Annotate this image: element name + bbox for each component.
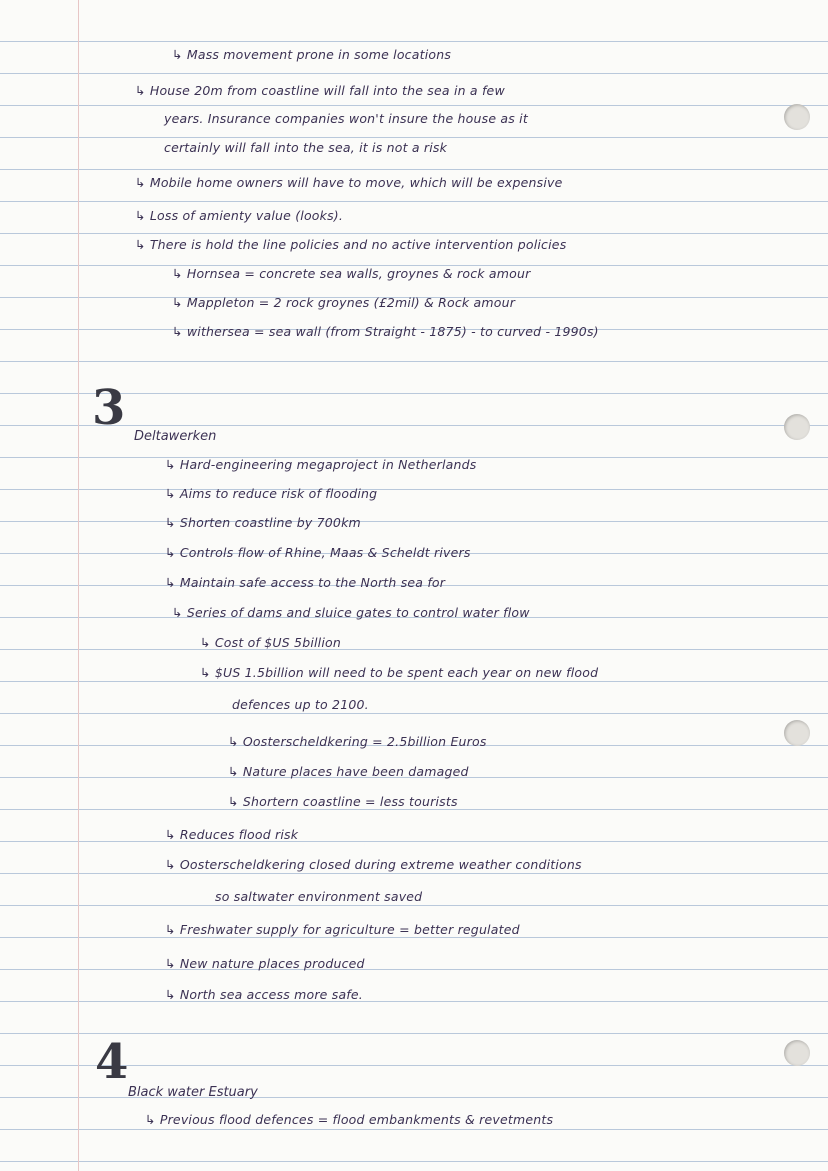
note-line: ↳ Aims to reduce risk of flooding (165, 486, 378, 501)
note-line: ↳ Hard-engineering megaproject in Netherlands (165, 457, 477, 472)
note-line: ↳ $US 1.5billion will need to be spent each year on new flood (200, 665, 599, 680)
note-line: ↳ Controls flow of Rhine, Maas & Scheldt rivers (165, 545, 471, 560)
note-line: ↳ Mass movement prone in some locations (172, 47, 452, 62)
margin-line (78, 0, 79, 1171)
note-line: ↳ Loss of amienty value (looks). (135, 208, 344, 223)
punch-hole (784, 1040, 810, 1066)
note-line: ↳ Hornsea = concrete sea walls, groynes & rock amour (172, 266, 531, 281)
note-line: ↳ House 20m from coastline will fall into the sea in a few (135, 83, 505, 98)
note-line: ↳ withersea = sea wall (from Straight - 1875) - to curved - 1990s) (172, 324, 599, 339)
punch-hole (784, 104, 810, 130)
note-line: ↳ Cost of $US 5billion (200, 635, 341, 650)
section-heading: Deltawerken (134, 429, 217, 444)
note-line: ↳ Freshwater supply for agriculture = better regulated (165, 922, 520, 937)
punch-hole (784, 414, 810, 440)
note-line: ↳ Nature places have been damaged (228, 764, 469, 779)
note-line: ↳ Previous flood defences = flood embankments & revetments (145, 1112, 554, 1127)
section-heading: Black water Estuary (128, 1085, 258, 1100)
note-line: ↳ Oosterscheldkering closed during extreme weather conditions (165, 857, 582, 872)
note-line: ↳ Mobile home owners will have to move, which will be expensive (135, 175, 563, 190)
note-line: ↳ Maintain safe access to the North sea for (165, 575, 446, 590)
note-line: ↳ Series of dams and sluice gates to control water flow (172, 605, 530, 620)
section-number: 4 (95, 1034, 129, 1090)
note-line: ↳ North sea access more safe. (165, 987, 363, 1002)
note-line: ↳ Shortern coastline = less tourists (228, 794, 458, 809)
note-line: ↳ New nature places produced (165, 956, 365, 971)
note-line: years. Insurance companies won't insure the house as it (164, 111, 528, 126)
note-line: ↳ Reduces flood risk (165, 827, 299, 842)
note-line: certainly will fall into the sea, it is not a risk (164, 140, 448, 155)
note-line: so saltwater environment saved (215, 889, 423, 904)
section-number: 3 (92, 380, 126, 436)
note-line: ↳ Oosterscheldkering = 2.5billion Euros (228, 734, 487, 749)
note-line: ↳ There is hold the line policies and no active intervention policies (135, 237, 567, 252)
punch-hole (784, 720, 810, 746)
note-line: defences up to 2100. (232, 697, 369, 712)
note-line: ↳ Shorten coastline by 700km (165, 515, 361, 530)
note-line: ↳ Mappleton = 2 rock groynes (£2mil) & Rock amour (172, 295, 516, 310)
